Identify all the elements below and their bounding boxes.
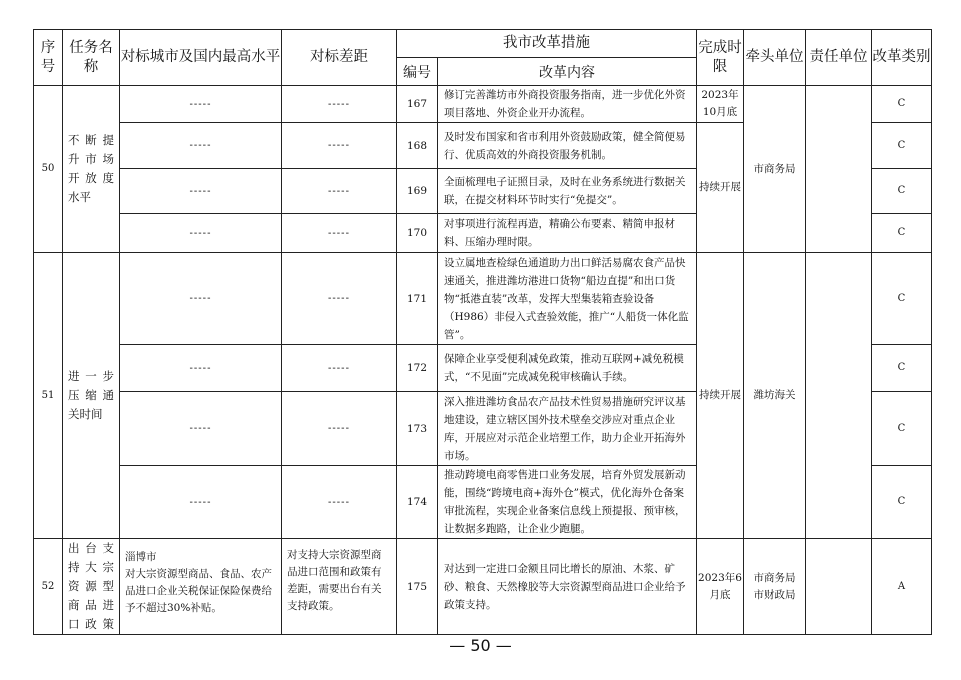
measure-content-cell: 推动跨境电商零售进口业务发展，培育外贸发展新动能，围绕“跨境电商+海外仓”模式，优化海外仓备案审批流程，实现企业备案信息线上预提报、预审核，让数据多跑路，让企业少跑腿。 [438, 466, 697, 539]
task-name-cell: 出台支 持大宗 资源型 商品进 口政策 [63, 539, 120, 635]
gap-cell: ----- [282, 86, 397, 123]
measure-no-cell: 168 [397, 123, 438, 169]
measure-no-cell: 173 [397, 392, 438, 466]
lead-unit-cell: 市商务局市财政局 [744, 539, 806, 635]
deadline-cell: 2023年6月底 [697, 539, 744, 635]
measure-content-cell: 对达到一定进口金额且同比增长的原油、木浆、矿砂、粮食、天然橡胶等大宗资源型商品进口企业给予政策支持。 [438, 539, 697, 635]
gap-cell: ----- [282, 392, 397, 466]
table-row [34, 253, 932, 345]
benchmark-cell: ----- [120, 86, 282, 123]
benchmark-cell: ----- [120, 392, 282, 466]
header-lead-unit: 牵头单位 [744, 30, 806, 86]
benchmark-text: 对大宗资源型商品、食品、农产品进口企业关税保证保险保费给予不超过30%补贴。 [125, 568, 272, 614]
measure-no-cell: 167 [397, 86, 438, 123]
seq-cell: 51 [34, 253, 63, 539]
measure-no-cell: 169 [397, 169, 438, 214]
measure-no-cell: 172 [397, 345, 438, 392]
header-measure-no: 编号 [397, 58, 438, 86]
benchmark-cell: ----- [120, 345, 282, 392]
table-row [34, 539, 932, 635]
seq-cell: 50 [34, 86, 63, 253]
category-cell: C [872, 169, 932, 214]
benchmark-cell: ----- [120, 466, 282, 539]
benchmark-cell: ----- [120, 123, 282, 169]
page-number: — 50 — [449, 636, 512, 655]
header-category: 改革类别 [872, 30, 932, 86]
deadline-cell: 持续开展 [697, 253, 744, 539]
deadline-cell: 持续开展 [697, 123, 744, 253]
table-row [34, 86, 932, 123]
resp-unit-cell [806, 253, 872, 539]
header-benchmark: 对标城市及国内最高水平 [120, 30, 282, 86]
resp-unit-cell [806, 86, 872, 253]
category-cell: C [872, 86, 932, 123]
category-cell: C [872, 345, 932, 392]
header-measure-content: 改革内容 [438, 58, 697, 86]
category-cell: C [872, 214, 932, 253]
measure-content-cell: 及时发布国家和省市利用外资鼓励政策，健全简便易行、优质高效的外商投资服务机制。 [438, 123, 697, 169]
gap-cell: ----- [282, 169, 397, 214]
gap-cell: ----- [282, 253, 397, 345]
measure-no-cell: 170 [397, 214, 438, 253]
gap-cell: ----- [282, 123, 397, 169]
gap-cell: ----- [282, 214, 397, 253]
category-cell: C [872, 466, 932, 539]
measure-content-cell: 保障企业享受便利减免政策，推动互联网+减免税模式，“不见面”完成减免税审核确认手续。 [438, 345, 697, 392]
measure-content-cell: 对事项进行流程再造，精确公布要素、精简申报材料、压缩办理时限。 [438, 214, 697, 253]
gap-cell: ----- [282, 466, 397, 539]
measure-no-cell: 171 [397, 253, 438, 345]
gap-cell: ----- [282, 345, 397, 392]
benchmark-cell: ----- [120, 169, 282, 214]
gap-cell: 对支持大宗资源型商品进口范围和政策有差距，需要出台有关支持政策。 [282, 539, 397, 635]
category-cell: C [872, 253, 932, 345]
benchmark-city: 淄博市 [125, 551, 157, 563]
lead-unit-cell: 潍坊海关 [744, 253, 806, 539]
header-resp-unit: 责任单位 [806, 30, 872, 86]
resp-unit-cell [806, 539, 872, 635]
measure-content-cell: 全面梳理电子证照目录，及时在业务系统进行数据关联，在提交材料环节时实行“免提交”。 [438, 169, 697, 214]
header-measures: 我市改革措施 [397, 30, 697, 58]
measure-content-cell: 设立属地查检绿色通道助力出口鲜活易腐农食产品快速通关，推进潍坊港进口货物“船边直提”和出口货物“抵港直装”改革，发挥大型集装箱查验设备（H986）非侵入式查验效能，推广“人船货一体化监管”。 [438, 253, 697, 345]
lead-unit-cell: 市商务局 [744, 86, 806, 253]
measure-content-cell: 深入推进潍坊食品农产品技术性贸易措施研究评议基地建设，建立辖区国外技术壁垒交涉应对重点企业库，开展应对示范企业培塑工作，助力企业开拓海外市场。 [438, 392, 697, 466]
category-cell: C [872, 123, 932, 169]
header-deadline: 完成时限 [697, 30, 744, 86]
benchmark-cell: ----- [120, 214, 282, 253]
measure-no-cell: 174 [397, 466, 438, 539]
benchmark-cell [120, 539, 282, 635]
category-cell: C [872, 392, 932, 466]
header-seq: 序号 [34, 30, 63, 86]
benchmark-cell: ----- [120, 253, 282, 345]
reform-measures-table [33, 29, 932, 635]
category-cell: A [872, 539, 932, 635]
header-task-name: 任务名称 [63, 30, 120, 86]
deadline-cell: 2023年10月底 [697, 86, 744, 123]
header-gap: 对标差距 [282, 30, 397, 86]
task-name-cell: 不断提 升市场 开放度 水平 [63, 86, 120, 253]
measure-content-cell: 修订完善潍坊市外商投资服务指南，进一步优化外资项目落地、外资企业开办流程。 [438, 86, 697, 123]
seq-cell: 52 [34, 539, 63, 635]
measure-no-cell: 175 [397, 539, 438, 635]
task-name-cell: 进一步 压缩通 关时间 [63, 253, 120, 539]
